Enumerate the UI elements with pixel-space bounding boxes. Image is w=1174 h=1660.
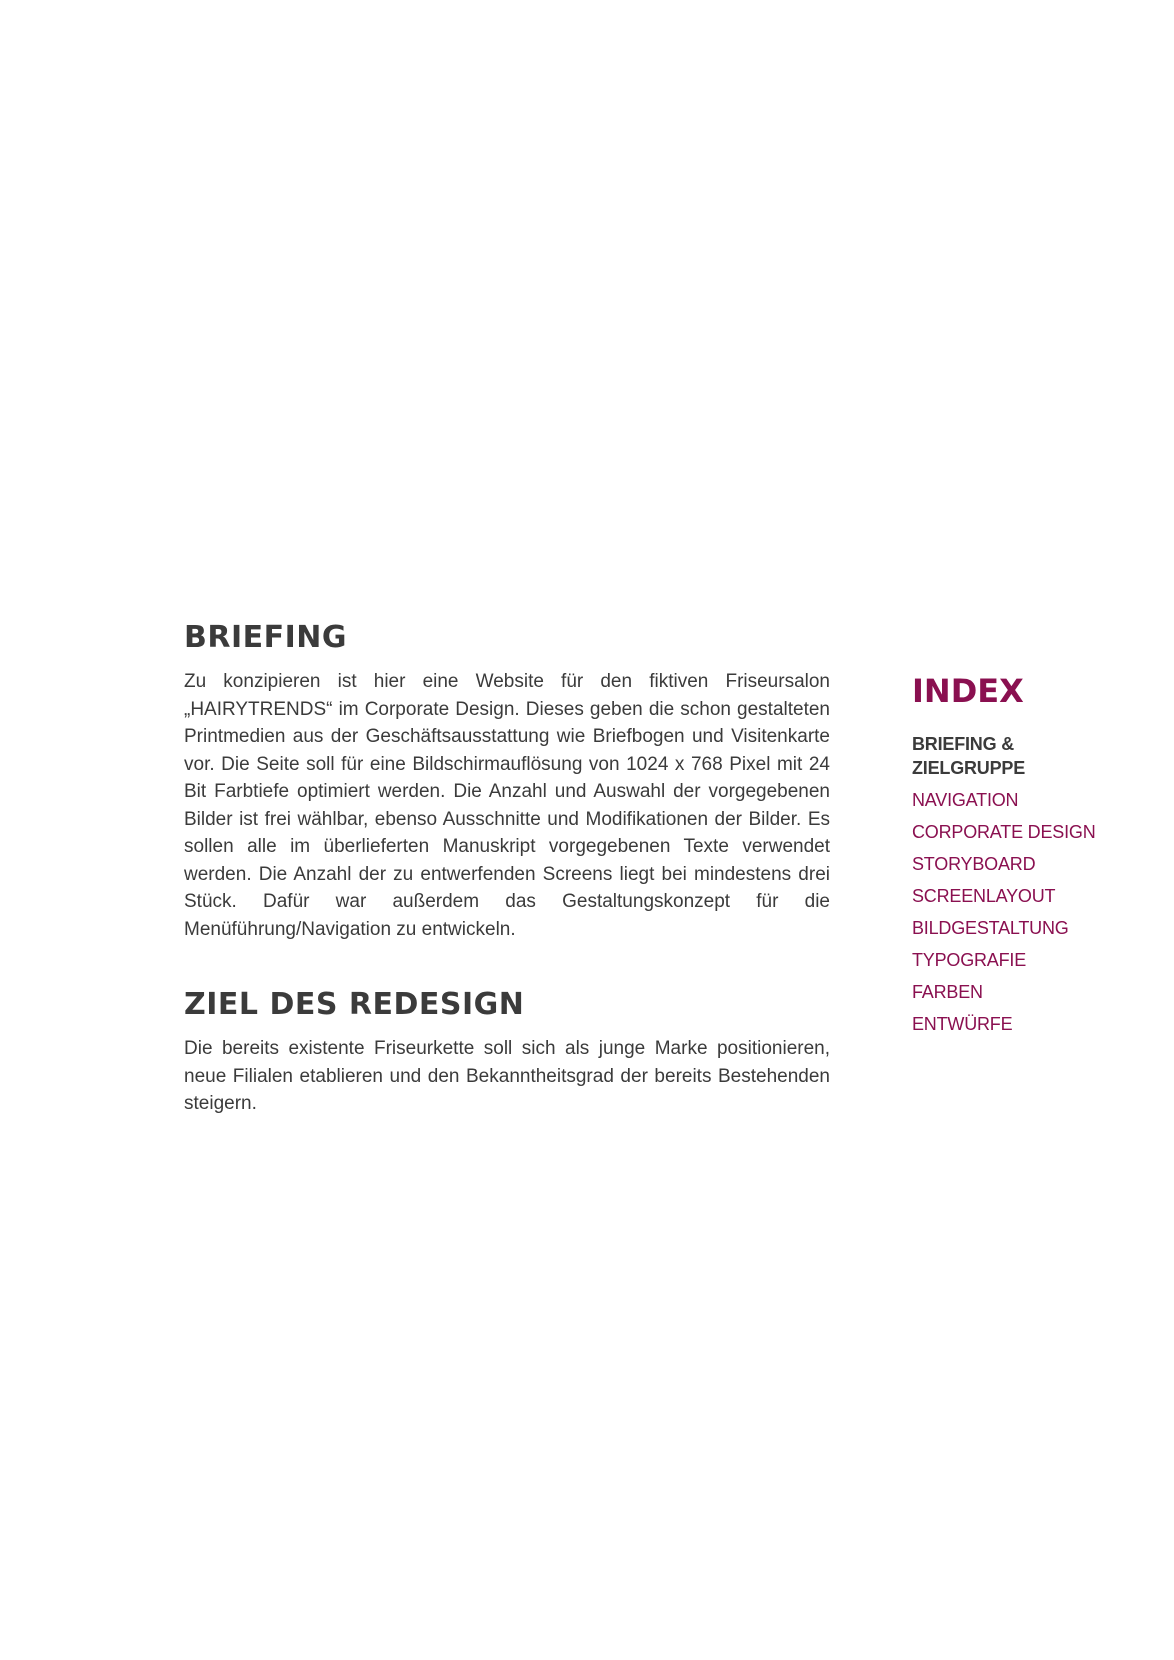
briefing-text: Zu konzipieren ist hier eine Website für den fiktiven Friseursalon „HAIRYTRENDS“ im Corporate Design. Dieses geben die schon gestalteten Printmedien aus der Geschäftsausstattung wie Briefbogen und Visitenkarte vor. Die Seite soll für eine Bildschirmauflösung von 1024 x 768 Pixel mit 24 Bit Farbtiefe optimiert werden. Die Anzahl und Auswahl der vorgegebenen Bilder ist frei wählbar, ebenso Ausschnitte und Modifikationen der Bilder. Es sollen alle im überlieferten Manuskript vorgegebenen Texte verwendet werden. Die Anzahl der zu entwerfenden Screens liegt bei mindestens drei Stück. Dafür war außerdem das Gestaltungskonzept für die Menüführung/Navigation zu entwickeln.: [184, 671, 830, 940]
index-list: [912, 732, 1152, 1036]
index-item-corporate-design[interactable]: CORPORATE DESIGN: [912, 822, 1096, 843]
index-item-navigation[interactable]: NAVIGATION: [912, 790, 1019, 811]
ziel-section: [184, 987, 830, 1118]
index-item-screenlayout[interactable]: SCREENLAYOUT: [912, 886, 1056, 907]
index-item-entwuerfe[interactable]: ENTWÜRFE: [912, 1014, 1013, 1035]
index-item-bildgestaltung[interactable]: BILDGESTALTUNG: [912, 918, 1069, 939]
index-nav: [912, 672, 1152, 1044]
briefing-title: BRIEFING: [184, 620, 348, 655]
index-item-briefing-zielgruppe[interactable]: BRIEFING & ZIELGRUPPE: [912, 734, 1026, 779]
main-content: [184, 620, 830, 1118]
ziel-text: Die bereits existente Friseurkette soll sich als junge Marke positionieren, neue Filialen etablieren und den Bekanntheitsgrad der bereits Bestehenden steigern.: [184, 1038, 830, 1114]
index-title: INDEX: [912, 672, 1024, 710]
ziel-title: ZIEL DES REDESIGN: [184, 987, 525, 1022]
index-item-storyboard[interactable]: STORYBOARD: [912, 854, 1036, 875]
briefing-section: [184, 620, 830, 943]
index-item-typografie[interactable]: TYPOGRAFIE: [912, 950, 1027, 971]
index-item-farben[interactable]: FARBEN: [912, 982, 983, 1003]
